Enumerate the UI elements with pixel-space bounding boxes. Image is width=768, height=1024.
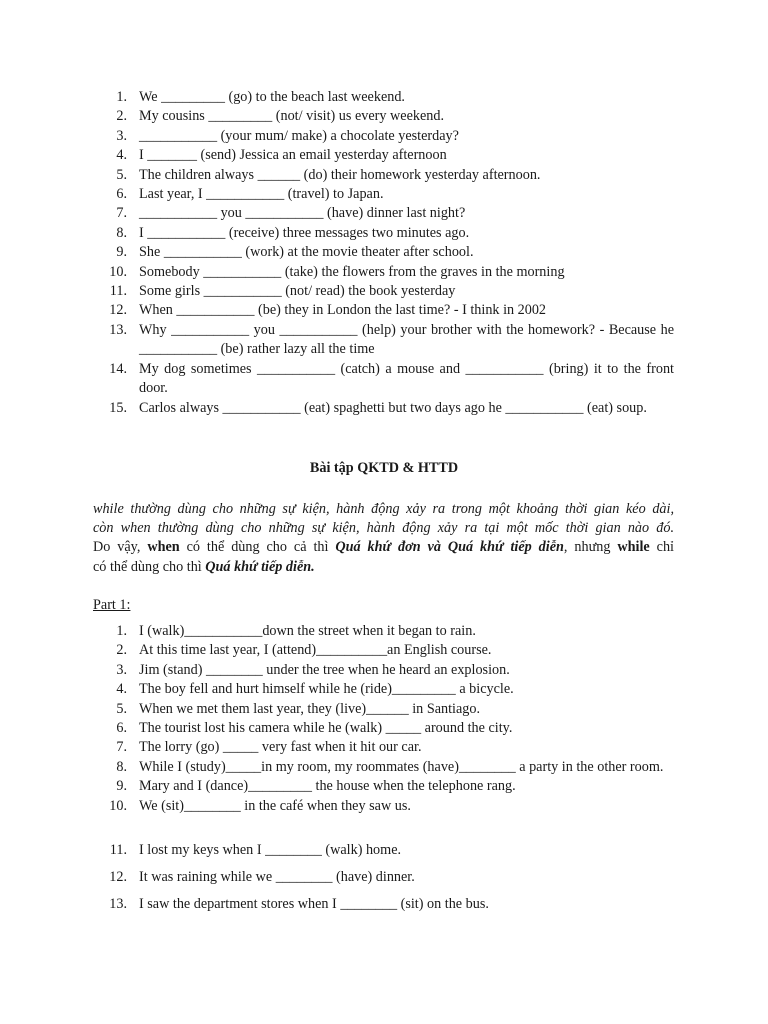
- item-text: When ___________ (be) they in London the last time? - I think in 2002: [139, 302, 547, 319]
- list-item: [0, 868, 768, 887]
- list-item: [0, 777, 768, 796]
- list-item: [0, 797, 768, 816]
- item-number: 14.: [109, 360, 127, 377]
- item-text: I saw the department stores when I ________ (sit) on the bus.: [139, 896, 489, 913]
- list-item: [0, 360, 768, 399]
- list-item: [0, 282, 768, 301]
- item-number: 8.: [116, 758, 127, 775]
- item-text: Jim (stand) ________ under the tree when he heard an explosion.: [139, 661, 510, 678]
- list-item: [0, 758, 768, 777]
- item-text: Last year, I ___________ (travel) to Japan.: [139, 186, 384, 203]
- item-number: 3.: [116, 127, 127, 144]
- item-text: The tourist lost his camera while he (walk) _____ around the city.: [139, 720, 513, 737]
- list-item: [0, 166, 768, 185]
- item-text: It was raining while we ________ (have) dinner.: [139, 869, 415, 886]
- list-item: [0, 146, 768, 165]
- list-item: [0, 622, 768, 641]
- item-number: 9.: [116, 244, 127, 261]
- item-number: 10.: [109, 797, 127, 814]
- item-number: 4.: [116, 681, 127, 698]
- item-number: 13.: [109, 896, 127, 913]
- item-text: The boy fell and hurt himself while he (ride)_________ a bicycle.: [139, 681, 514, 698]
- note-line-1: while thường dùng cho những sự kiện, hành động xảy ra trong một khoảng thời gian kéo dài,: [93, 501, 674, 517]
- list-item: [0, 399, 768, 418]
- item-text: Why ___________ you ___________ (help) your brother with the homework? - Because he ___________ (be) rather lazy all the time: [139, 321, 674, 358]
- item-text: ___________ (your mum/ make) a chocolate yesterday?: [139, 127, 459, 144]
- item-number: 3.: [116, 661, 127, 678]
- list-item: [0, 185, 768, 204]
- note-line-3: Do vậy, when có thể dùng cho cả thì Quá khứ đơn và Quá khứ tiếp diễn, nhưng while chỉ: [93, 539, 674, 556]
- item-number: 12.: [109, 869, 127, 886]
- item-text: At this time last year, I (attend)__________an English course.: [139, 642, 492, 659]
- item-number: 1.: [116, 623, 127, 639]
- item-text: ___________ you ___________ (have) dinner last night?: [139, 205, 466, 222]
- item-text: I _______ (send) Jessica an email yesterday afternoon: [139, 147, 447, 164]
- part-1-list: [0, 622, 768, 816]
- item-number: 8.: [116, 224, 127, 241]
- part-1-label: Part 1:: [93, 597, 131, 613]
- list-item: [0, 107, 768, 126]
- item-number: 5.: [116, 166, 127, 183]
- item-number: 4.: [116, 147, 127, 164]
- list-item: [0, 738, 768, 757]
- list-item: [0, 719, 768, 738]
- item-text: She ___________ (work) at the movie theater after school.: [139, 244, 474, 261]
- item-number: 7.: [116, 205, 127, 222]
- note-line-2: còn when thường dùng cho những sự kiện, hành động xảy ra tại một mốc thời gian nào đó.: [93, 520, 674, 537]
- list-item: [0, 243, 768, 262]
- item-number: 7.: [116, 739, 127, 756]
- list-item: [0, 127, 768, 146]
- item-text: While I (study)_____in my room, my roommates (have)________ a party in the other room.: [139, 758, 664, 775]
- list-item: [0, 661, 768, 680]
- exercise-1-list: [0, 88, 768, 418]
- item-text: Carlos always ___________ (eat) spaghetti but two days ago he ___________ (eat) soup.: [139, 399, 647, 416]
- item-number: 2.: [116, 108, 127, 125]
- item-text: The lorry (go) _____ very fast when it hit our car.: [139, 739, 422, 756]
- item-number: 2.: [116, 642, 127, 659]
- item-number: 5.: [116, 700, 127, 717]
- item-text: My cousins _________ (not/ visit) us every weekend.: [139, 108, 444, 125]
- item-number: 12.: [109, 302, 127, 319]
- item-number: 1.: [116, 89, 127, 105]
- list-item: [0, 204, 768, 223]
- item-text: Some girls ___________ (not/ read) the book yesterday: [139, 283, 456, 300]
- item-number: 9.: [116, 778, 127, 795]
- item-number: 6.: [116, 720, 127, 737]
- item-text: The children always ______ (do) their homework yesterday afternoon.: [139, 166, 541, 183]
- list-item: [0, 301, 768, 320]
- item-text: We (sit)________ in the café when they saw us.: [139, 797, 411, 814]
- list-item: [0, 263, 768, 282]
- item-text: Mary and I (dance)_________ the house when the telephone rang.: [139, 778, 516, 795]
- item-text: We _________ (go) to the beach last weekend.: [139, 89, 405, 105]
- item-text: Somebody ___________ (take) the flowers from the graves in the morning: [139, 263, 565, 280]
- item-number: 10.: [109, 263, 127, 280]
- item-number: 15.: [109, 399, 127, 416]
- item-text: I lost my keys when I ________ (walk) home.: [139, 842, 402, 858]
- list-item: [0, 88, 768, 107]
- list-item: [0, 700, 768, 719]
- item-text: When we met them last year, they (live)______ in Santiago.: [139, 700, 481, 717]
- list-item: [0, 841, 768, 860]
- item-text: I ___________ (receive) three messages two minutes ago.: [139, 224, 470, 241]
- item-text: I (walk)___________down the street when it began to rain.: [139, 623, 476, 639]
- list-item: [0, 224, 768, 243]
- note-line-4: có thể dùng cho thì Quá khứ tiếp diễn.: [93, 558, 315, 575]
- list-item: [0, 895, 768, 914]
- item-text: My dog sometimes ___________ (catch) a mouse and ___________ (bring) it to the front door.: [139, 360, 674, 397]
- list-item: [0, 321, 768, 360]
- item-number: 11.: [109, 842, 127, 858]
- section-title: Bài tập QKTD & HTTD: [309, 460, 459, 476]
- item-number: 13.: [109, 321, 127, 338]
- item-number: 11.: [109, 283, 127, 300]
- grammar-note: [93, 500, 674, 577]
- part-1-list-continued: [0, 841, 768, 922]
- list-item: [0, 641, 768, 660]
- list-item: [0, 680, 768, 699]
- item-number: 6.: [116, 186, 127, 203]
